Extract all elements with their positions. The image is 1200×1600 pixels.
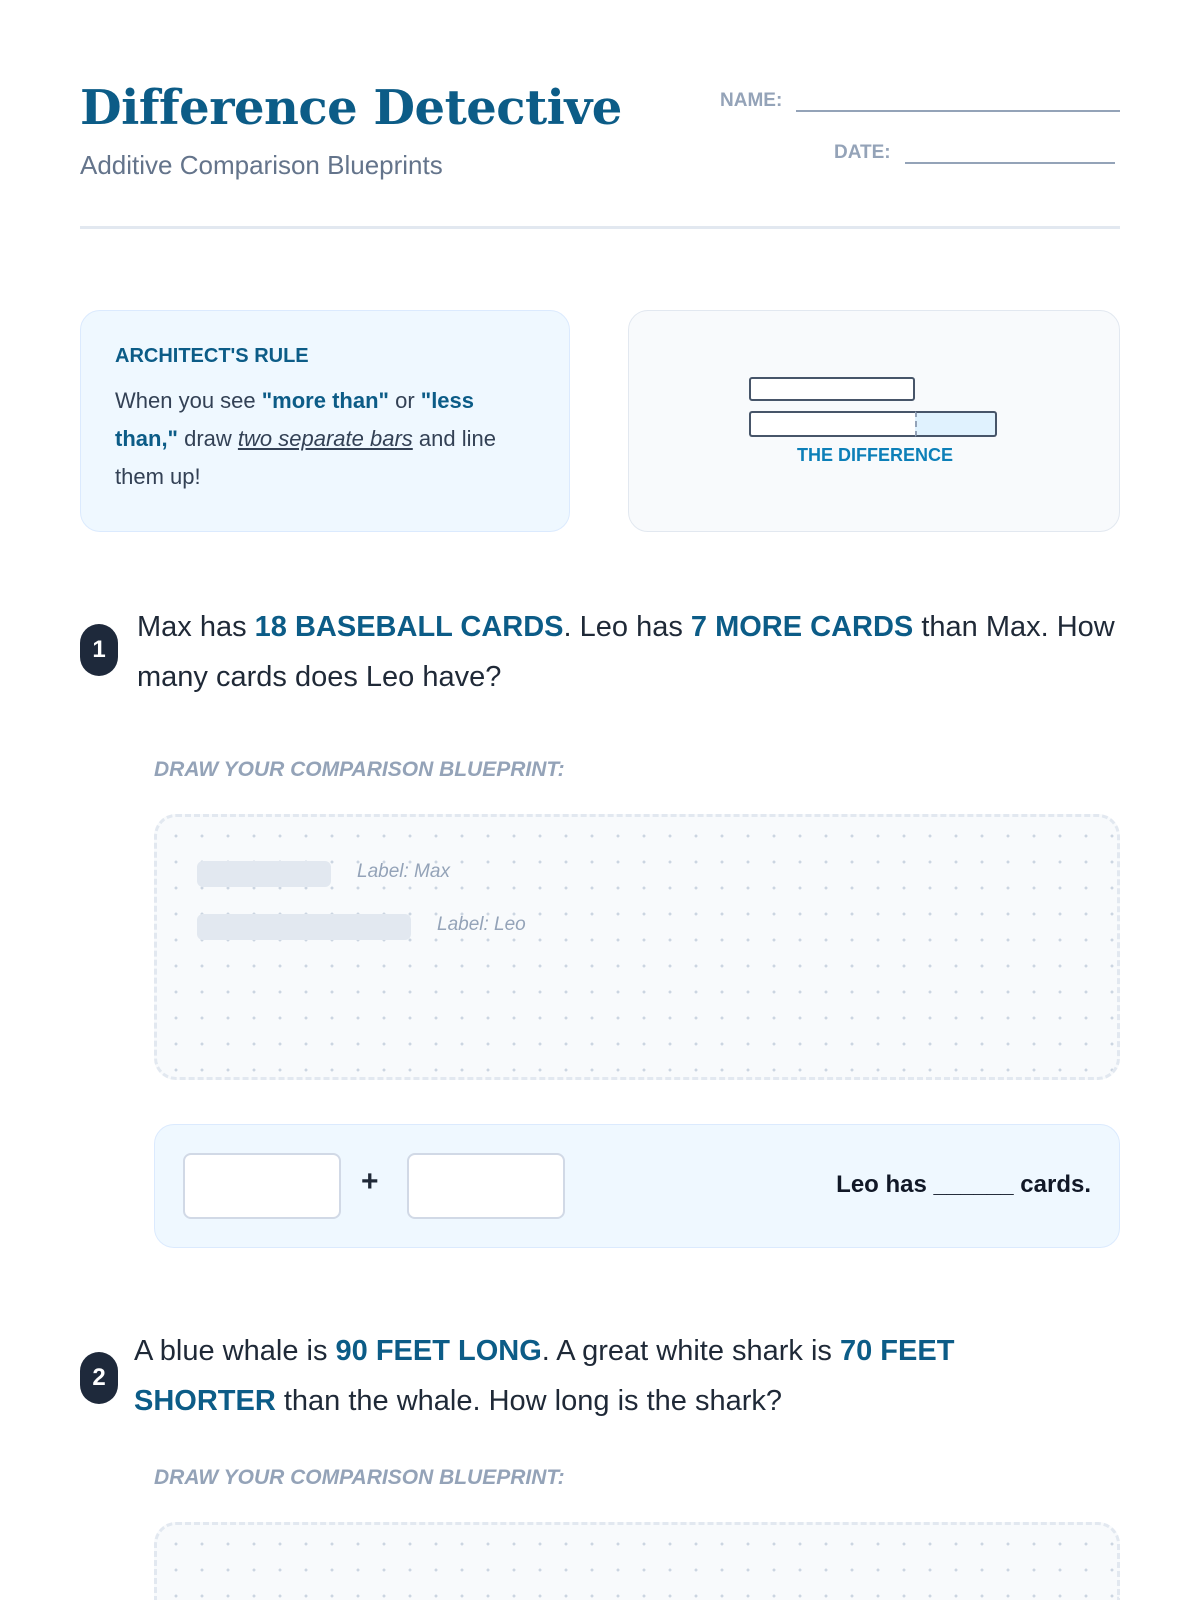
draw-blueprint-label: DRAW YOUR COMPARISON BLUEPRINT: (154, 758, 565, 781)
worksheet-page (80, 0, 1120, 1600)
page-title: Difference Detective (80, 80, 622, 136)
problem-text-part: Max has (137, 611, 255, 643)
rule-keyword-less: "less than," (115, 388, 475, 451)
plus-operator: + (361, 1165, 379, 1198)
difference-label: THE DIFFERENCE (796, 445, 953, 465)
problem-keyword: 18 BASEBALL CARDS (254, 611, 564, 643)
bar-label-leo: Label: Leo (437, 914, 526, 935)
date-line[interactable] (905, 140, 1115, 164)
date-label: DATE: (834, 142, 891, 163)
architect-rule-box (80, 310, 570, 532)
diagram-bar-short (749, 377, 915, 401)
bar-label-max: Label: Max (357, 861, 450, 882)
answer-panel (154, 1124, 1120, 1248)
diagram-bar-long (749, 411, 915, 437)
rule-emphasis: two separate bars (237, 426, 413, 451)
rule-text-part: and line them up! (115, 426, 496, 489)
problem-2-text (134, 1326, 1034, 1426)
ghost-bar-max (197, 861, 331, 887)
addend-input-1[interactable] (183, 1153, 341, 1219)
rule-title: ARCHITECT'S RULE (115, 345, 309, 367)
name-line[interactable] (796, 88, 1120, 112)
problem-keyword: 7 MORE CARDS (690, 611, 914, 643)
page-subtitle: Additive Comparison Blueprints (80, 150, 443, 180)
problem-number-badge: 2 (80, 1352, 118, 1404)
blueprint-drawing-area[interactable] (154, 1522, 1120, 1600)
addend-input-2[interactable] (407, 1153, 565, 1219)
problem-number-badge: 1 (80, 624, 118, 676)
problem-keyword: 70 FEET SHORTER (134, 1335, 955, 1417)
rule-text-part: When you see (115, 388, 262, 413)
name-label: NAME: (720, 90, 783, 111)
name-field[interactable] (720, 88, 1120, 112)
rule-text-part: draw (177, 426, 238, 451)
draw-blueprint-label: DRAW YOUR COMPARISON BLUEPRINT: (154, 1466, 565, 1489)
problem-keyword: 90 FEET LONG (335, 1335, 542, 1367)
comparison-diagram-box (628, 310, 1120, 532)
diagram-difference-segment (915, 411, 997, 437)
answer-sentence: Leo has ______ cards. (836, 1171, 1091, 1198)
ghost-bar-leo (197, 914, 411, 940)
problem-text-part: . Leo has (563, 611, 691, 643)
problem-text-part: than the whale. How long is the shark? (275, 1385, 782, 1417)
rule-text (115, 382, 535, 496)
date-field[interactable] (834, 140, 1115, 164)
blueprint-drawing-area[interactable] (154, 814, 1120, 1080)
problem-text-part: than Max. How many cards does Leo have? (137, 611, 1115, 693)
rule-text-part: or (388, 388, 421, 413)
header-divider (80, 226, 1120, 229)
rule-keyword-more: "more than" (261, 388, 389, 413)
problem-text-part: A blue whale is (134, 1335, 336, 1367)
problem-text-part: . A great white shark is (541, 1335, 840, 1367)
problem-1-text (137, 602, 1127, 702)
